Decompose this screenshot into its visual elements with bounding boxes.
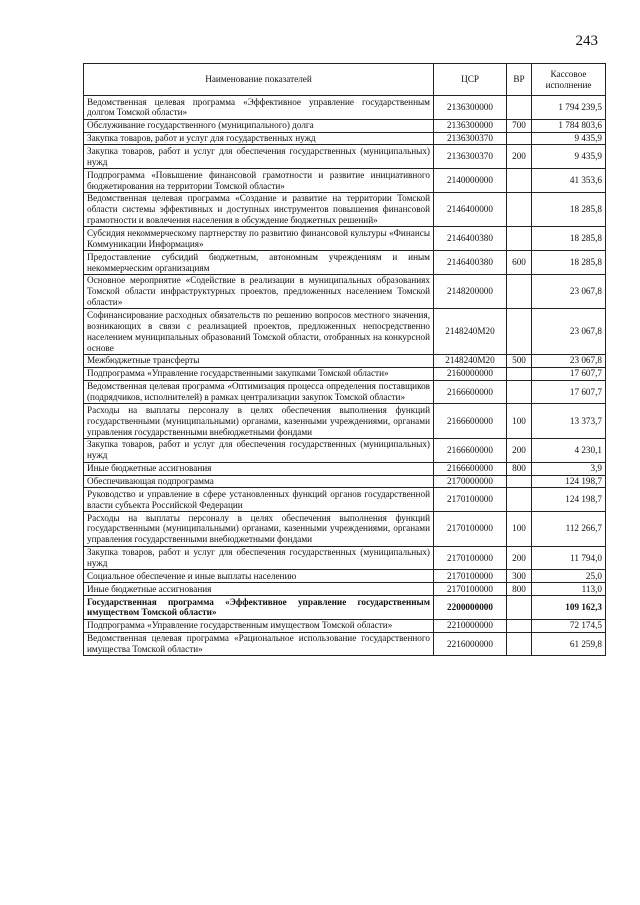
row-vr-cell <box>507 380 532 404</box>
row-csr-cell: 2200000000 <box>434 596 507 620</box>
row-amount-cell: 124 198,7 <box>532 475 606 488</box>
table-row <box>84 192 606 227</box>
row-csr-cell: 2170100000 <box>434 570 507 583</box>
row-name-cell: Закупка товаров, работ и услуг для обеспечения государственных (муниципальных) нужд <box>84 546 434 570</box>
row-name-cell: Подпрограмма «Управление государственными закупками Томской области» <box>84 367 434 380</box>
table-row <box>84 354 606 367</box>
table-row <box>84 488 606 512</box>
table-row <box>84 462 606 475</box>
row-vr-cell <box>507 488 532 512</box>
row-csr-cell: 2160000000 <box>434 367 507 380</box>
row-csr-cell: 2166600000 <box>434 380 507 404</box>
row-vr-cell: 200 <box>507 145 532 169</box>
row-name-cell: Расходы на выплаты персоналу в целях обеспечения выполнения функций государственными (муниципальными) органами, казенными учреждениями, органами управления государственными внебюджетными фондами <box>84 512 434 547</box>
row-csr-cell: 2166600000 <box>434 404 507 439</box>
row-amount-cell: 17 607,7 <box>532 380 606 404</box>
row-csr-cell: 2146400000 <box>434 192 507 227</box>
row-csr-cell: 2136300000 <box>434 96 507 120</box>
row-csr-cell: 2170100000 <box>434 583 507 596</box>
row-csr-cell: 2170100000 <box>434 488 507 512</box>
row-amount-cell: 112 266,7 <box>532 512 606 547</box>
row-vr-cell <box>507 619 532 632</box>
row-amount-cell: 18 285,8 <box>532 251 606 275</box>
row-amount-cell: 18 285,8 <box>532 227 606 251</box>
row-vr-cell <box>507 169 532 193</box>
row-name-cell: Софинансирование расходных обязательств по решению вопросов местного значения, возникающих в связи с реализацией проектов, предложенных непосредственно населением муниципальных образований Томской области, отобранных на конкурсной основе <box>84 309 434 354</box>
row-vr-cell: 700 <box>507 119 532 132</box>
table-row <box>84 227 606 251</box>
table-row <box>84 438 606 462</box>
page-number: 243 <box>575 33 598 49</box>
row-amount-cell: 3,9 <box>532 462 606 475</box>
row-name-cell: Закупка товаров, работ и услуг для государственных нужд <box>84 132 434 145</box>
table-row <box>84 96 606 120</box>
row-csr-cell: 2170100000 <box>434 512 507 547</box>
row-vr-cell <box>507 596 532 620</box>
row-name-cell: Иные бюджетные ассигнования <box>84 462 434 475</box>
row-vr-cell: 300 <box>507 570 532 583</box>
table-row <box>84 583 606 596</box>
table-row <box>84 380 606 404</box>
row-amount-cell: 1 794 239,5 <box>532 96 606 120</box>
row-csr-cell: 2146400380 <box>434 251 507 275</box>
row-name-cell: Подпрограмма «Повышение финансовой грамотности и развитие инициативного бюджетирования на территории Томской области» <box>84 169 434 193</box>
table-body <box>84 96 606 656</box>
row-name-cell: Расходы на выплаты персоналу в целях обеспечения выполнения функций государственными (муниципальными) органами, казенными учреждениями, органами управления государственными внебюджетными фондами <box>84 404 434 439</box>
row-name-cell: Государственная программа «Эффективное управление государственным имуществом Томской области» <box>84 596 434 620</box>
row-amount-cell: 23 067,8 <box>532 274 606 309</box>
row-name-cell: Ведомственная целевая программа «Создание и развитие на территории Томской области системы эффективных и доступных инструментов повышения финансовой грамотности и вовлечения населения в обсуждение бюджетных решений» <box>84 192 434 227</box>
table-row <box>84 619 606 632</box>
row-vr-cell <box>507 227 532 251</box>
row-vr-cell: 200 <box>507 546 532 570</box>
row-vr-cell: 600 <box>507 251 532 275</box>
table-row <box>84 475 606 488</box>
row-amount-cell: 17 607,7 <box>532 367 606 380</box>
row-amount-cell: 41 353,6 <box>532 169 606 193</box>
row-vr-cell <box>507 274 532 309</box>
row-name-cell: Подпрограмма «Управление государственным имуществом Томской области» <box>84 619 434 632</box>
header-name: Наименование показателей <box>84 64 434 96</box>
row-amount-cell: 9 435,9 <box>532 145 606 169</box>
table-row <box>84 132 606 145</box>
row-csr-cell: 2170000000 <box>434 475 507 488</box>
row-amount-cell: 25,0 <box>532 570 606 583</box>
row-vr-cell <box>507 632 532 656</box>
table-row <box>84 119 606 132</box>
row-name-cell: Субсидия некоммерческому партнерству по развитию финансовой культуры «Финансы Коммуникации Информация» <box>84 227 434 251</box>
row-name-cell: Обеспечивающая подпрограмма <box>84 475 434 488</box>
row-name-cell: Закупка товаров, работ и услуг для обеспечения государственных (муниципальных) нужд <box>84 438 434 462</box>
row-amount-cell: 124 198,7 <box>532 488 606 512</box>
table-row <box>84 512 606 547</box>
row-amount-cell: 11 794,0 <box>532 546 606 570</box>
table-row <box>84 367 606 380</box>
row-name-cell: Основное мероприятие «Содействие в реализации в муниципальных образованиях Томской области инфраструктурных проектов, предложенных населением Томской области» <box>84 274 434 309</box>
row-name-cell: Руководство и управление в сфере установленных функций органов государственной власти субъекта Российской Федерации <box>84 488 434 512</box>
row-vr-cell: 800 <box>507 583 532 596</box>
row-csr-cell: 2166600000 <box>434 462 507 475</box>
row-amount-cell: 1 784 803,6 <box>532 119 606 132</box>
table-row <box>84 274 606 309</box>
row-vr-cell <box>507 192 532 227</box>
row-amount-cell: 72 174,5 <box>532 619 606 632</box>
row-csr-cell: 2140000000 <box>434 169 507 193</box>
row-csr-cell: 2136300370 <box>434 145 507 169</box>
header-vr: ВР <box>507 64 532 96</box>
row-csr-cell: 2216000000 <box>434 632 507 656</box>
row-csr-cell: 2148240M20 <box>434 309 507 354</box>
header-csr: ЦСР <box>434 64 507 96</box>
row-vr-cell: 100 <box>507 512 532 547</box>
row-csr-cell: 2148200000 <box>434 274 507 309</box>
table-row <box>84 145 606 169</box>
row-amount-cell: 23 067,8 <box>532 309 606 354</box>
row-vr-cell: 100 <box>507 404 532 439</box>
table-row <box>84 251 606 275</box>
table-row <box>84 309 606 354</box>
row-csr-cell: 2148240M20 <box>434 354 507 367</box>
row-name-cell: Ведомственная целевая программа «Оптимизация процесса определения поставщиков (подрядчиков, исполнителей) в рамках централизации закупок Томской области» <box>84 380 434 404</box>
row-vr-cell <box>507 132 532 145</box>
row-amount-cell: 113,0 <box>532 583 606 596</box>
table-row <box>84 632 606 656</box>
row-csr-cell: 2170100000 <box>434 546 507 570</box>
row-amount-cell: 9 435,9 <box>532 132 606 145</box>
row-amount-cell: 13 373,7 <box>532 404 606 439</box>
row-name-cell: Социальное обеспечение и иные выплаты населению <box>84 570 434 583</box>
row-amount-cell: 109 162,3 <box>532 596 606 620</box>
row-csr-cell: 2136300000 <box>434 119 507 132</box>
table-header-row <box>84 64 606 96</box>
header-amount: Кассовое исполнение <box>532 64 606 96</box>
budget-execution-table <box>83 63 606 656</box>
table-row <box>84 570 606 583</box>
table-row <box>84 546 606 570</box>
row-amount-cell: 18 285,8 <box>532 192 606 227</box>
row-vr-cell: 200 <box>507 438 532 462</box>
row-amount-cell: 4 230,1 <box>532 438 606 462</box>
row-name-cell: Закупка товаров, работ и услуг для обеспечения государственных (муниципальных) нужд <box>84 145 434 169</box>
row-name-cell: Иные бюджетные ассигнования <box>84 583 434 596</box>
table-row <box>84 596 606 620</box>
row-amount-cell: 61 259,8 <box>532 632 606 656</box>
row-vr-cell <box>507 367 532 380</box>
row-vr-cell: 500 <box>507 354 532 367</box>
row-csr-cell: 2136300370 <box>434 132 507 145</box>
row-name-cell: Обслуживание государственного (муниципального) долга <box>84 119 434 132</box>
row-vr-cell <box>507 309 532 354</box>
row-csr-cell: 2166600000 <box>434 438 507 462</box>
row-name-cell: Межбюджетные трансферты <box>84 354 434 367</box>
row-name-cell: Предоставление субсидий бюджетным, автономным учреждениям и иным некоммерческим организациям <box>84 251 434 275</box>
row-vr-cell <box>507 96 532 120</box>
table-row <box>84 169 606 193</box>
row-csr-cell: 2210000000 <box>434 619 507 632</box>
row-csr-cell: 2146400380 <box>434 227 507 251</box>
table-row <box>84 404 606 439</box>
row-amount-cell: 23 067,8 <box>532 354 606 367</box>
row-name-cell: Ведомственная целевая программа «Эффективное управление государственным долгом Томской области» <box>84 96 434 120</box>
row-name-cell: Ведомственная целевая программа «Рациональное использование государственного имущества Томской области» <box>84 632 434 656</box>
row-vr-cell <box>507 475 532 488</box>
row-vr-cell: 800 <box>507 462 532 475</box>
